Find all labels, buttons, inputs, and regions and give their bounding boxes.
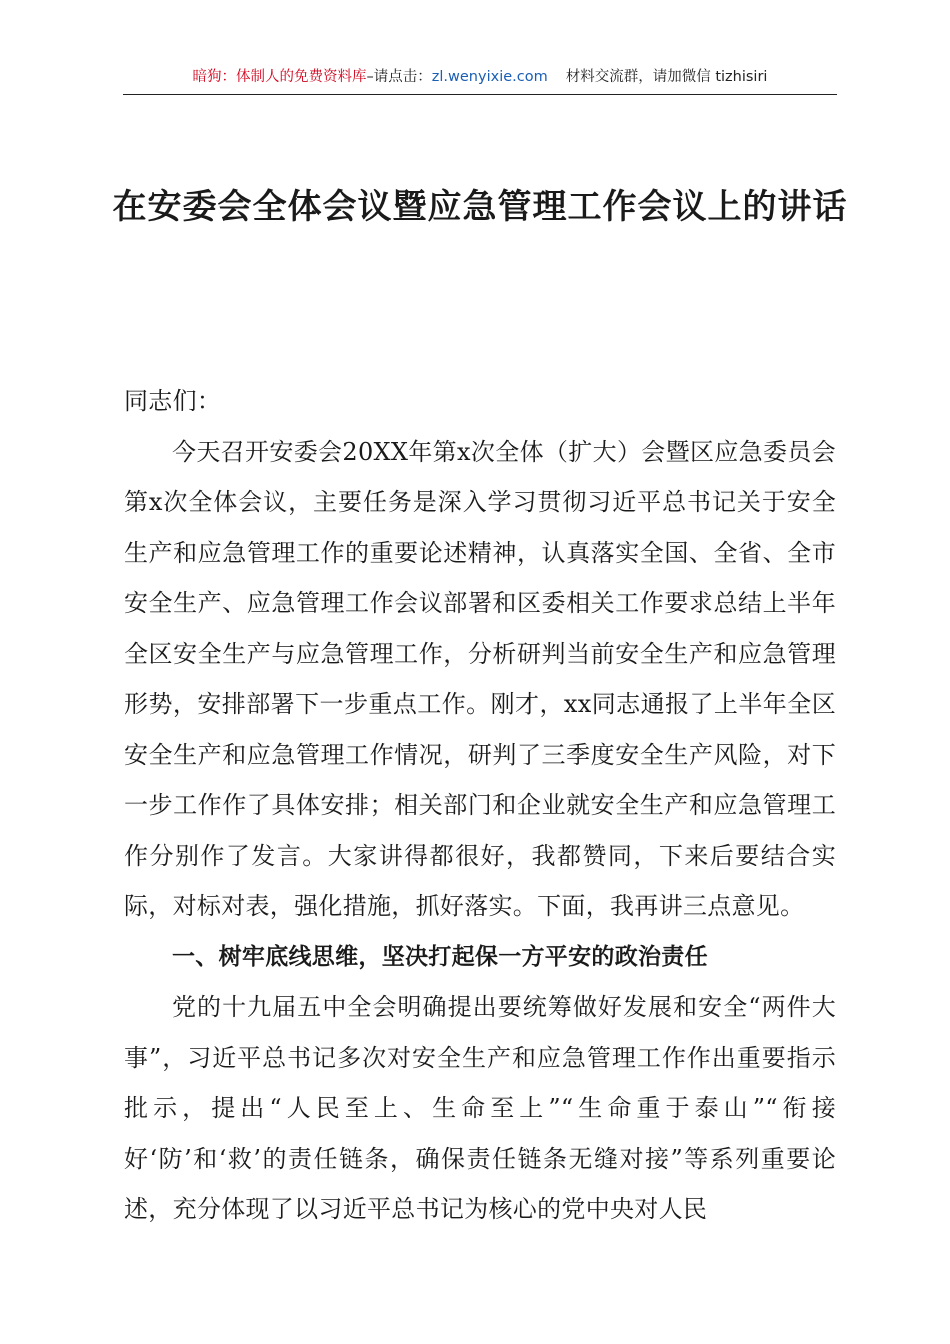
intro-paragraph: 今天召开安委会20XX年第x次全体（扩大）会暨区应急委员会第x次全体会议，主要任务是深入学习贯彻习近平总书记关于安全生产和应急管理工作的重要论述精神，认真落实全国、全省、全市安全生产、应急管理工作会议部署和区委相关工作要求总结上半年全区安全生产与应急管理工作，分析研判当前安全生产和应急管理形势，安排部署下一步重点工作。刚才，xx同志通报了上半年全区安全生产和应急管理工作情况，研判了三季度安全生产风险，对下一步工作作了具体安排；相关部门和企业就安全生产和应急管理工作分别作了发言。大家讲得都很好，我都赞同，下来后要结合实际，对标对表，强化措施，抓好落实。下面，我再讲三点意见。 <box>124 437 836 920</box>
header-group-text: 材料交流群，请加微信 tizhisiri <box>565 69 768 85</box>
document-title: 在安委会全体会议暨应急管理工作会议上的讲话 <box>112 187 848 227</box>
section-heading: 一、树牢底线思维，坚决打起保一方平安的政治责任 <box>172 943 708 970</box>
header-click-prefix: –请点击： <box>366 69 432 85</box>
document-body <box>124 376 836 1235</box>
header-brand: 暗狗：体制人的免费资料库 <box>192 69 367 85</box>
salutation: 同志们： <box>124 387 222 415</box>
section-paragraph: 党的十九届五中全会明确提出要统筹做好发展和安全“两件大事”，习近平总书记多次对安全生产和应急管理工作作出重要指示批示，提出“人民至上、生命至上”“生命重于泰山”“衔接好‘防’和‘救’的责任链条，确保责任链条无缝对接”等系列重要论述，充分体现了以习近平总书记为核心的党中央对人民 <box>124 993 836 1223</box>
header-url-link[interactable]: zl.wenyixie.com <box>431 69 548 85</box>
page-header <box>123 66 837 95</box>
